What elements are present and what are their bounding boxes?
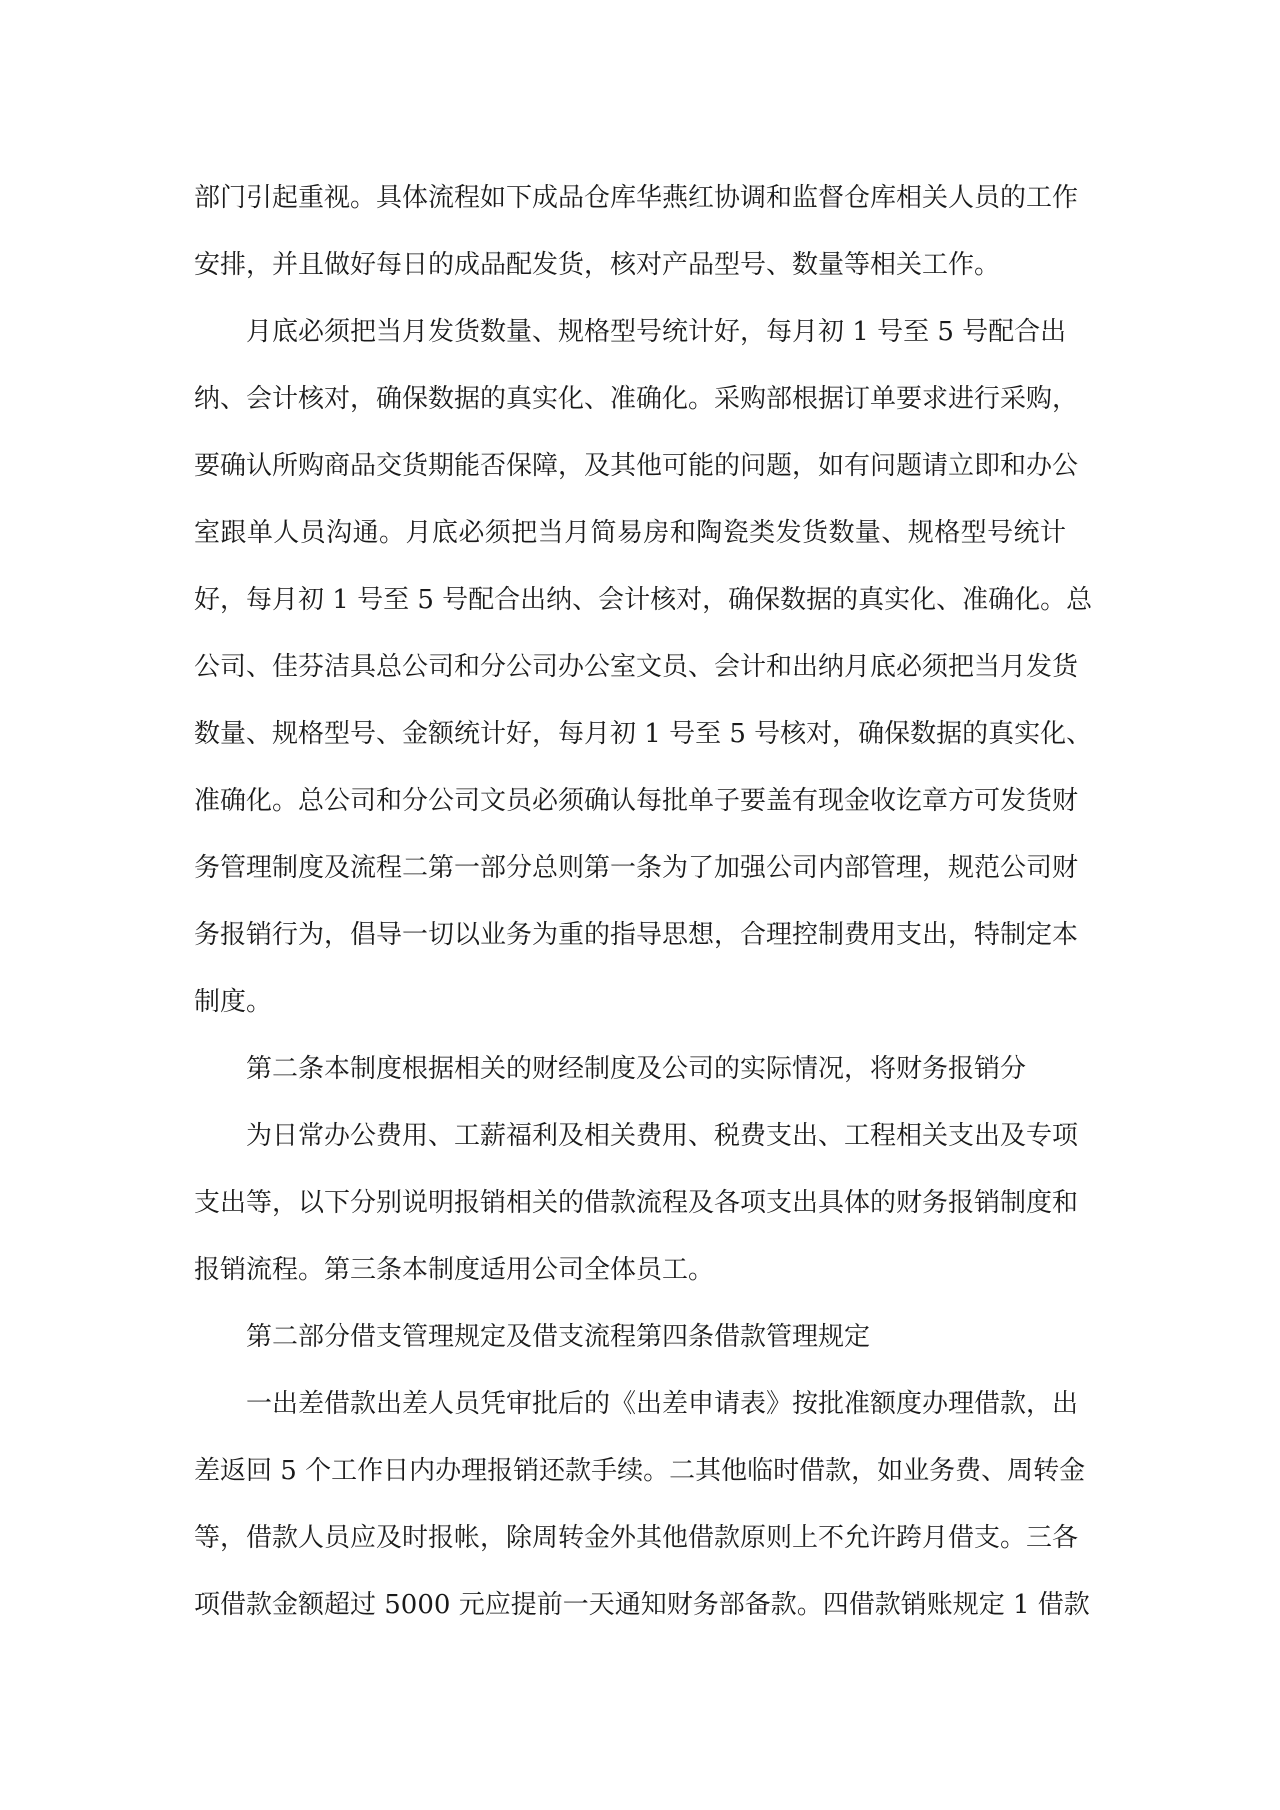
text-line: 差返回 5 个工作日内办理报销还款手续。二其他临时借款，如业务费、周转金: [194, 1456, 1086, 1486]
text-line: 务报销行为，倡导一切以业务为重的指导思想，合理控制费用支出，特制定本: [194, 920, 1079, 950]
text-line: 好，每月初 1 号至 5 号配合出纳、会计核对，确保数据的真实化、准确化。总: [194, 585, 1093, 615]
text-line: 务管理制度及流程二第一部分总则第一条为了加强公司内部管理，规范公司财: [194, 853, 1079, 883]
text-line: 要确认所购商品交货期能否保障，及其他可能的问题，如有问题请立即和办公: [194, 451, 1079, 481]
text-line: 等，借款人员应及时报帐，除周转金外其他借款原则上不允许跨月借支。三各: [194, 1523, 1079, 1553]
text-line: 一出差借款出差人员凭审批后的《出差申请表》按批准额度办理借款，出: [246, 1389, 1079, 1419]
text-line: 报销流程。第三条本制度适用公司全体员工。: [194, 1255, 715, 1285]
text-line: 项借款金额超过 5000 元应提前一天通知财务部备款。四借款销账规定 1 借款: [194, 1590, 1090, 1620]
text-line: 为日常办公费用、工薪福利及相关费用、税费支出、工程相关支出及专项: [246, 1121, 1079, 1151]
text-line: 纳、会计核对，确保数据的真实化、准确化。采购部根据订单要求进行采购，: [194, 384, 1079, 414]
text-line: 室跟单人员沟通。月底必须把当月简易房和陶瓷类发货数量、规格型号统计: [194, 518, 1066, 548]
text-line: 部门引起重视。具体流程如下成品仓库华燕红协调和监督仓库相关人员的工作: [194, 183, 1079, 213]
text-line: 月底必须把当月发货数量、规格型号统计好，每月初 1 号至 5 号配合出: [246, 317, 1067, 347]
text-line: 公司、佳芬洁具总公司和分公司办公室文员、会计和出纳月底必须把当月发货: [194, 652, 1079, 682]
text-line: 支出等，以下分别说明报销相关的借款流程及各项支出具体的财务报销制度和: [194, 1188, 1079, 1218]
text-line: 安排，并且做好每日的成品配发货，核对产品型号、数量等相关工作。: [194, 250, 1001, 280]
text-line: 第二部分借支管理规定及借支流程第四条借款管理规定: [246, 1322, 871, 1352]
text-line: 准确化。总公司和分公司文员必须确认每批单子要盖有现金收讫章方可发货财: [194, 786, 1079, 816]
text-line: 第二条本制度根据相关的财经制度及公司的实际情况，将财务报销分: [246, 1054, 1027, 1084]
text-line: 制度。: [194, 987, 273, 1017]
text-line: 数量、规格型号、金额统计好，每月初 1 号至 5 号核对，确保数据的真实化、: [194, 719, 1093, 749]
